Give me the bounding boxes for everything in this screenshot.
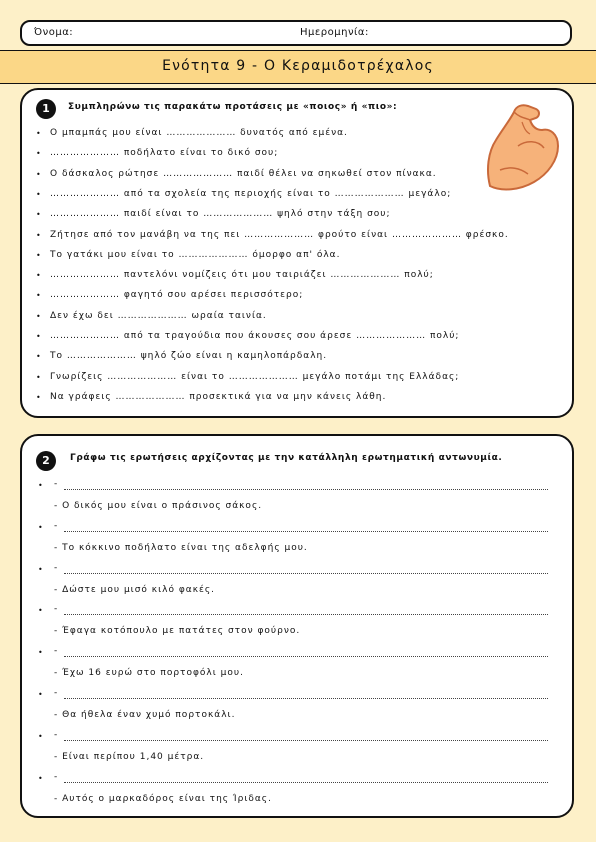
exercise-1-sentence[interactable]: Το ………………… ψηλό ζώο είναι η καμηλοπάρδαλη. bbox=[50, 351, 328, 362]
question-answer-line[interactable] bbox=[64, 489, 548, 490]
exercise-1-bullet: • bbox=[36, 271, 41, 281]
exercise-1-sentence[interactable]: Το γατάκι μου είναι το ………………… όμορφο απ' όλα. bbox=[50, 249, 341, 260]
exercise-1-bullet: • bbox=[36, 169, 41, 179]
exercise-2-bullet: • bbox=[38, 773, 43, 783]
exercise-1-bullet: • bbox=[36, 210, 41, 220]
given-answer: - Δώστε μου μισό κιλό φακές. bbox=[54, 584, 216, 595]
exercise-2-bullet: • bbox=[38, 564, 43, 574]
exercise-1-sentence[interactable]: Να γράφεις ………………… προσεκτικά για να μην κάνεις λάθη. bbox=[50, 391, 387, 402]
exercise-1-sentence[interactable]: ………………… ποδήλατο είναι το δικό σου; bbox=[50, 148, 279, 159]
given-answer: - Ο δικός μου είναι ο πράσινος σάκος. bbox=[54, 501, 263, 511]
question-dash: - bbox=[54, 729, 59, 740]
exercise-1-instruction: Συμπληρώνω τις παρακάτω προτάσεις με «ποιος» ή «πιο»: bbox=[68, 102, 398, 112]
exercise-1-panel bbox=[20, 88, 574, 418]
exercise-1-bullet: • bbox=[36, 230, 41, 240]
given-answer: - Έχω 16 ευρώ στο πορτοφόλι μου. bbox=[54, 668, 244, 679]
exercise-2-bullet: • bbox=[38, 606, 43, 616]
question-answer-line[interactable] bbox=[64, 698, 548, 699]
exercise-1-sentence[interactable]: ………………… από τα τραγούδια που άκουσες σου άρεσε ………………… πολύ; bbox=[50, 331, 460, 341]
flexed-biceps-icon bbox=[480, 100, 562, 192]
question-dash: - bbox=[54, 688, 59, 698]
question-dash: - bbox=[54, 479, 59, 489]
exercise-1-bullet: • bbox=[36, 189, 41, 199]
question-answer-line[interactable] bbox=[64, 740, 548, 741]
exercise-2-bullet: • bbox=[38, 648, 43, 658]
exercise-1-sentence[interactable]: ………………… από τα σχολεία της περιοχής είναι το ………………… μεγάλο; bbox=[50, 188, 452, 199]
question-dash: - bbox=[54, 562, 59, 573]
exercise-2-bullet: • bbox=[38, 481, 43, 490]
given-answer: - Το κόκκινο ποδήλατο είναι της αδελφής μου. bbox=[54, 542, 308, 553]
exercise-1-bullet: • bbox=[36, 250, 41, 260]
question-answer-line[interactable] bbox=[64, 573, 548, 574]
exercise-1-sentence[interactable]: Δεν έχω δει ………………… ωραία ταινία. bbox=[50, 310, 267, 321]
question-answer-line[interactable] bbox=[64, 656, 548, 657]
exercise-1-sentence[interactable]: Ζήτησε από τον μανάβη να της πει ………………… φρούτο είναι ………………… φρέσκο. bbox=[50, 229, 509, 240]
student-info-bar bbox=[20, 20, 572, 46]
page-title: Ενότητα 9 - Ο Κεραμιδοτρέχαλος bbox=[162, 58, 434, 74]
exercise-2-bullet: • bbox=[38, 522, 43, 532]
question-dash: - bbox=[54, 520, 59, 531]
question-dash: - bbox=[54, 771, 59, 782]
exercise-1-sentence[interactable]: ………………… παντελόνι νομίζεις ότι μου ταιριάζει ………………… πολύ; bbox=[50, 270, 434, 281]
exercise-1-bullet: • bbox=[36, 291, 41, 301]
given-answer: - Έφαγα κοτόπουλο με πατάτες στον φούρνο. bbox=[54, 626, 301, 637]
exercise-2-panel bbox=[20, 434, 574, 818]
page-title-band bbox=[0, 50, 596, 84]
exercise-1-bullet: • bbox=[36, 332, 41, 341]
exercise-2-bullet: • bbox=[38, 731, 43, 741]
question-answer-line[interactable] bbox=[64, 531, 548, 532]
name-label: Όνομα: bbox=[34, 27, 74, 38]
question-answer-line[interactable] bbox=[64, 782, 548, 783]
exercise-1-sentence[interactable]: Ο μπαμπάς μου είναι ………………… δυνατός από εμένα. bbox=[50, 128, 348, 138]
given-answer: - Θα ήθελα έναν χυμό πορτοκάλι. bbox=[54, 710, 236, 720]
exercise-1-sentence[interactable]: ………………… παιδί είναι το ………………… ψηλό στην τάξη σου; bbox=[50, 209, 391, 220]
question-answer-line[interactable] bbox=[64, 614, 548, 615]
exercise-1-bullet: • bbox=[36, 129, 41, 138]
exercise-1-bullet: • bbox=[36, 149, 41, 159]
exercise-1-bullet: • bbox=[36, 311, 41, 321]
date-label: Ημερομηνία: bbox=[300, 27, 369, 38]
given-answer: - Αυτός ο μαρκαδόρος είναι της Ίριδας. bbox=[54, 793, 272, 804]
exercise-1-bullet: • bbox=[36, 372, 41, 382]
question-dash: - bbox=[54, 646, 59, 657]
exercise-1-bullet: • bbox=[36, 392, 41, 402]
exercise-2-instruction: Γράφω τις ερωτήσεις αρχίζοντας με την κατάλληλη ερωτηματική αντωνυμία. bbox=[70, 453, 503, 463]
exercise-2-number: 2 bbox=[36, 451, 56, 471]
question-dash: - bbox=[54, 604, 59, 615]
exercise-1-sentence[interactable]: ………………… φαγητό σου αρέσει περισσότερο; bbox=[50, 290, 304, 301]
exercise-2-bullet: • bbox=[38, 690, 43, 699]
exercise-1-sentence[interactable]: Γνωρίζεις ………………… είναι το ………………… μεγάλο ποτάμι της Ελλάδας; bbox=[50, 371, 460, 382]
given-answer: - Είναι περίπου 1,40 μέτρα. bbox=[54, 751, 205, 762]
exercise-1-bullet: • bbox=[36, 352, 41, 362]
exercise-1-number: 1 bbox=[36, 99, 56, 119]
exercise-1-sentence[interactable]: Ο δάσκαλος ρώτησε ………………… παιδί θέλει να σηκωθεί στον πίνακα. bbox=[50, 168, 437, 179]
